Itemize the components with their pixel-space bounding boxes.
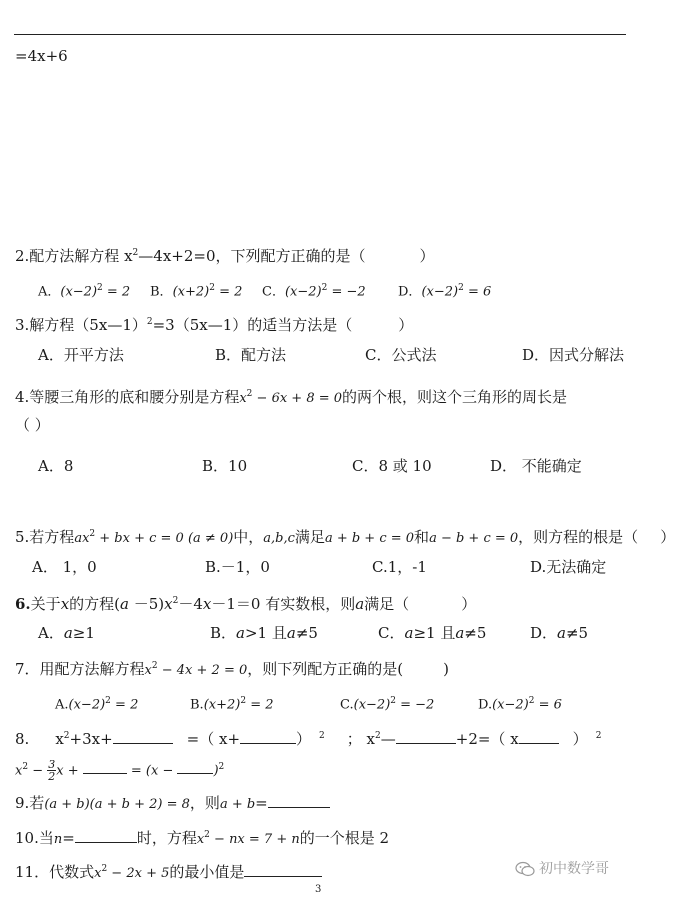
q7-option-b: $B.(x+2)^2 = 2$ bbox=[190, 696, 274, 713]
question-2: 2.配方法解方程 $x^2—4x+2=0$，下列配方正确的是（ ） bbox=[15, 247, 435, 265]
q5-option-d: D.无法确定 bbox=[530, 558, 607, 576]
q11-blank[interactable] bbox=[244, 862, 322, 877]
q8-blank-6[interactable] bbox=[177, 759, 213, 774]
q6-option-d: D．a≠5 bbox=[530, 624, 589, 642]
q7-option-a: $A.(x-2)^2 = 2$ bbox=[55, 696, 139, 713]
fraction-three-halves: $\frac{3}{2}$ bbox=[48, 758, 56, 784]
q8-blank-3[interactable] bbox=[396, 729, 456, 744]
q6-option-c: C．a≥1 且a≠5 bbox=[378, 624, 487, 642]
q2-option-c: C．$(x-2)^2 = -2$ bbox=[262, 283, 366, 300]
q3-option-b: B．配方法 bbox=[215, 346, 287, 364]
q5-option-c: C.1，-1 bbox=[372, 558, 427, 576]
q5-option-b: B.－1，0 bbox=[205, 558, 270, 576]
q3-option-d: D．因式分解法 bbox=[522, 346, 625, 364]
question-10: 10.当n= 时，方程$x^2$ − nx = 7 + n的一个根是 2 bbox=[15, 829, 390, 847]
q7-option-d: $D.(x-2)^2 = 6$ bbox=[478, 696, 562, 713]
q6-option-a: A．a≥1 bbox=[38, 624, 95, 642]
q9-blank[interactable] bbox=[268, 793, 330, 808]
wechat-icon bbox=[515, 861, 535, 877]
question-5: 5.若方程$ax^2$ + bx + c = 0 (a ≠ 0)中，a,b,c满足a + b + c = 0和a − b + c = 0，则方程的根是（ ） bbox=[15, 528, 675, 546]
q7-option-c: $C.(x-2)^2 = -2$ bbox=[340, 696, 435, 713]
question-9: 9.若(a + b)(a + b + 2) = 8，则a + b= bbox=[15, 793, 330, 814]
question-8: 8. $x^2+3x+$ =（ x+ ） $^2$ ； $x^2— +2=$（ x ） $^2$ bbox=[15, 730, 602, 748]
q8-line-2: $x^2$ − $\frac{3}{2}$ x + = $(x - )^2$ bbox=[15, 758, 225, 784]
question-3: 3.解方程（5x—1）$^2$=3（5x—1）的适当方法是（ ） bbox=[15, 316, 414, 334]
q2-option-a: A．$(x-2)^2 = 2$ bbox=[38, 283, 131, 300]
q3-option-c: C．公式法 bbox=[365, 346, 437, 364]
q8-blank-2[interactable] bbox=[240, 729, 296, 744]
page-number: 3 bbox=[315, 884, 322, 895]
question-7: 7．用配方法解方程$x^2 - 4x + 2 = 0$，则下列配方正确的是( ) bbox=[15, 660, 449, 678]
q4-option-b: B．10 bbox=[202, 457, 248, 475]
header-rule bbox=[14, 34, 626, 35]
q4-option-d: D． 不能确定 bbox=[490, 457, 582, 475]
q6-option-b: B．a>1 且a≠5 bbox=[210, 624, 318, 642]
q5-option-a: A． 1，0 bbox=[32, 558, 97, 576]
q4-option-a: A．8 bbox=[38, 457, 74, 475]
q4-option-c: C．8 或 10 bbox=[352, 457, 432, 475]
q3-option-a: A．开平方法 bbox=[38, 346, 124, 364]
continued-line: =4x+6 bbox=[15, 47, 68, 65]
question-11: 11．代数式$x^2 - 2x + 5$的最小值是 bbox=[15, 860, 322, 883]
question-4: 4.等腰三角形的底和腰分别是方程$x^2 - 6x + 8 = 0$的两个根，则这个三角形的周长是 bbox=[15, 388, 568, 406]
q8-blank-5[interactable] bbox=[83, 759, 127, 774]
q8-blank-1[interactable] bbox=[113, 729, 173, 744]
q8-blank-4[interactable] bbox=[519, 729, 559, 744]
question-6: 6.关于x的方程$(a -5)x^2-4x-1=0$ 有实数根，则a满足（ ） bbox=[15, 595, 477, 613]
watermark: 初中数学哥 bbox=[515, 858, 609, 878]
q2-option-b: B．$(x+2)^2 = 2$ bbox=[150, 283, 243, 300]
q2-option-d: D．$(x-2)^2 = 6$ bbox=[398, 283, 492, 300]
q10-blank[interactable] bbox=[75, 828, 137, 843]
q4-answer-bracket: （ ） bbox=[15, 416, 50, 434]
